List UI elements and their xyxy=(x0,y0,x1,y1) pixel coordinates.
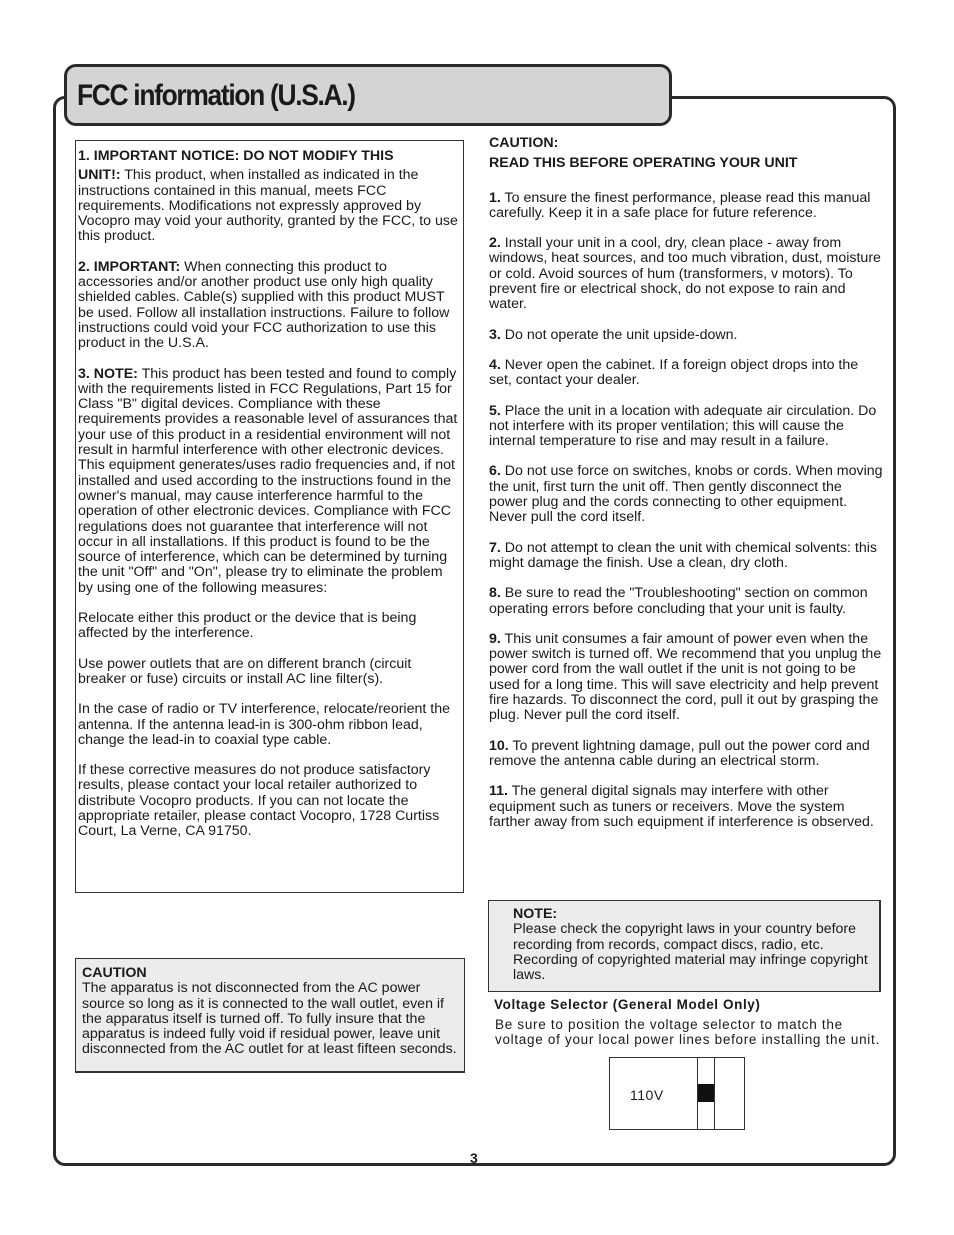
notice-3-heading: 3. NOTE: xyxy=(78,365,138,382)
notice-1-heading: 1. IMPORTANT NOTICE: DO NOT MODIFY THIS xyxy=(78,148,394,164)
notice-1 xyxy=(78,149,461,164)
selector-knob xyxy=(698,1084,714,1102)
caution-item-number: 11. xyxy=(489,783,508,800)
caution-item xyxy=(489,784,884,830)
caution-item-text: Never open the cabinet. If a foreign object drops into the set, contact your dealer. xyxy=(489,356,859,389)
caution-item-number: 4. xyxy=(489,356,501,373)
notice-2-text: When connecting this product to accessories and/or another product use only high quality shielded cables. Cable(s) supplied with this product MUST be used. Follow all installation instructions. Failure to follow instructions could void your FCC authorization to use this product in the U.S.A. xyxy=(78,258,450,352)
caution-item xyxy=(489,358,884,389)
caution-item-text: The general digital signals may interfere with other equipment such as tuners or receivers. Move the system farther away from such equipment if interference is observed. xyxy=(489,783,874,830)
caution-item xyxy=(489,236,884,312)
caution-item-number: 1. xyxy=(489,189,501,206)
measure-retailer: If these corrective measures do not produce satisfactory results, please contact your local retailer authorized to distribute Vocopro products. If you can not locate the appropriate retailer, please contact Vocopro, 1728 Curtiss Court, La Verne, CA 91750. xyxy=(78,762,440,840)
caution-heading-text: CAUTION: xyxy=(489,135,559,151)
notice-2 xyxy=(78,260,461,352)
note-title-text: NOTE: xyxy=(513,906,558,922)
caution-item-text: Do not use force on switches, knobs or cords. When moving the unit, first turn the unit off. Then gently disconnect the power plug and the cords connecting to other equipment. Never pull the cord itself. xyxy=(489,463,883,526)
note-title xyxy=(513,907,871,922)
caution-item-number: 6. xyxy=(489,463,501,480)
caution-item-text: Do not attempt to clean the unit with chemical solvents: this might damage the finish. Use a clean, dry cloth. xyxy=(489,539,877,571)
measure-outlets: Use power outlets that are on different branch (circuit breaker or fuse) circuits or install AC line filter(s). xyxy=(78,655,412,687)
caution-item-number: 2. xyxy=(489,235,501,252)
page-title: FCC information (U.S.A.) xyxy=(77,79,355,112)
caution-box-title xyxy=(82,966,460,981)
voltage-selector-diagram xyxy=(609,1057,745,1130)
caution-item-number: 3. xyxy=(489,326,501,343)
caution-item xyxy=(489,404,884,450)
caution-item xyxy=(489,739,884,770)
voltage-selector-text: Be sure to position the voltage selector to match the voltage of your local power lines before installing the unit. xyxy=(495,1017,880,1048)
notice-2-heading: 2. IMPORTANT: xyxy=(78,258,181,275)
caution-item xyxy=(489,464,884,525)
caution-item-number: 5. xyxy=(489,402,501,419)
operating-caution-column xyxy=(489,136,884,830)
notice-1-text: This product, when installed as indicated in the instructions contained in this manual, meets FCC requirements. Modifications not expressly approved by Vocopro may void your authority, granted by the FCC, to use this product. xyxy=(78,167,458,245)
caution-item-text: Place the unit in a location with adequate air circulation. Do not interfere with its proper ventilation; this will cause the internal temperature to rise and may result in a failure. xyxy=(489,402,877,450)
caution-item-text: This unit consumes a fair amount of power even when the power switch is turned off. We recommend that you unplug the power cord from the wall outlet if the unit is not going to be used for a long time. This will save electricity and help prevent fire hazards. To disconnect the cord, pull it out by grasping the plug. Never pull the cord itself. xyxy=(489,630,882,724)
caution-item-number: 9. xyxy=(489,630,501,647)
caution-heading xyxy=(489,136,884,151)
caution-item-number: 10. xyxy=(489,737,509,754)
caution-item xyxy=(489,191,884,222)
caution-box-text: The apparatus is not disconnected from the AC power source so long as it is connected to the wall outlet, even if the apparatus itself is turned off. To fully insure that the apparatus is indeed fully void if residual power, leave unit disconnected from the AC outlet for at least fifteen seconds. xyxy=(82,980,457,1058)
note-box xyxy=(488,900,881,992)
voltage-selector-title: Voltage Selector (General Model Only) xyxy=(494,997,761,1012)
caution-item xyxy=(489,541,884,572)
notice-1-body xyxy=(78,168,461,244)
caution-box xyxy=(75,958,465,1073)
caution-item-text: To prevent lightning damage, pull out the power cord and remove the antenna cable during an electrical storm. xyxy=(489,737,870,769)
caution-subheading-text: READ THIS BEFORE OPERATING YOUR UNIT xyxy=(489,155,798,172)
caution-item-text: Do not operate the unit upside-down. xyxy=(500,326,738,343)
measure-antenna: In the case of radio or TV interference, relocate/reorient the antenna. If the antenna lead-in is 300-ohm ribbon lead, change the lead-in to coaxial type cable. xyxy=(78,701,450,748)
caution-item xyxy=(489,328,884,343)
caution-item-text: Be sure to read the "Troubleshooting" section on common operating errors before concluding that your unit is faulty. xyxy=(489,585,868,617)
notice-3 xyxy=(78,367,461,596)
caution-item-text: Install your unit in a cool, dry, clean place - away from windows, heat sources, and too much vibration, dust, moisture or cold. Avoid sources of hum (transformers, v motors). To prevent fire or electrical shock, do not expose to rain and water. xyxy=(489,235,881,313)
caution-item-number: 7. xyxy=(489,539,501,556)
measure-relocate: Relocate either this product or the device that is being affected by the interference. xyxy=(78,610,417,642)
caution-subheading xyxy=(489,156,884,171)
caution-item xyxy=(489,586,884,617)
caution-box-title-text: CAUTION xyxy=(82,965,147,981)
note-text: Please check the copyright laws in your country before recording from records, compact discs, radio, etc. Recording of copyrighted material may infringe copyright laws. xyxy=(513,921,868,984)
title-tab xyxy=(64,64,672,126)
caution-item-number: 8. xyxy=(489,585,501,602)
caution-item xyxy=(489,632,884,724)
notice-1-heading-2: UNIT!: xyxy=(78,167,121,184)
fcc-notice-box xyxy=(75,140,464,893)
notice-3-text: This product has been tested and found to comply with the requirements listed in FCC Regulations, Part 15 for Class "B" digital devices. Compliance with these requirements provides a reasonable level of assurances that your use of this product in a residential environment will not result in harmful interference with other electronic devices. This equipment generates/uses radio frequencies and, if not installed and used according to the instructions found in the owner's manual, may cause interference harmful to the operation of other electronic devices. Compliance with FCC regulations does not guarantee that interference will not occur in all installations. If this product is found to be the source of interference, which can be determined by turning the unit "Off" and "On", please try to eliminate the problem by using one of the following measures: xyxy=(78,365,458,596)
caution-item-text: To ensure the finest performance, please read this manual carefully. Keep it in a safe place for future reference. xyxy=(489,189,871,221)
selector-slot xyxy=(697,1057,715,1130)
voltage-label: 110V xyxy=(630,1087,664,1103)
page-number: 3 xyxy=(470,1150,478,1166)
